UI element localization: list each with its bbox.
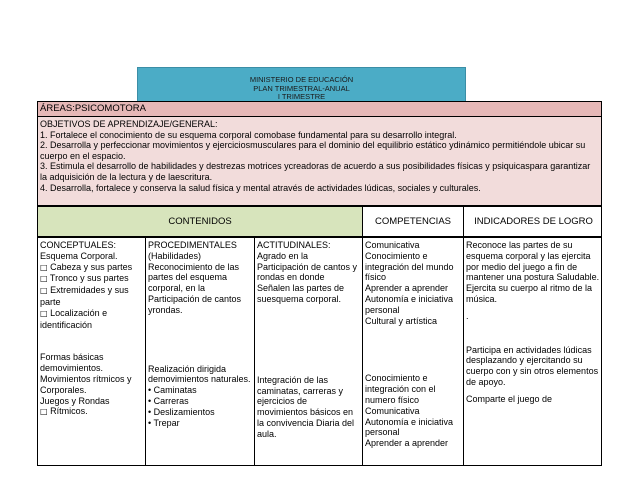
list-item: Realización dirigida demovimientos naturales. [148, 363, 251, 385]
list-item: (Habilidades) [148, 250, 202, 261]
list-item: Comunicativa [365, 405, 420, 416]
square-bullet-icon: □ [40, 308, 48, 318]
list-item: Comparte el juego de [466, 393, 553, 404]
list-item: Aprender a aprender [365, 438, 449, 449]
objective-item: 4. Desarrolla, fortalece y conserva la salud física y mental através de actividades lúdicas, sociales y culturales. [40, 182, 481, 193]
indicadores-header: INDICADORES DE LOGRO [474, 216, 593, 227]
list-item: Autonomía e iniciativa personal [365, 416, 454, 438]
list-item: Integración de las caminatas, carreras y ejercicios de movimientos básicos en la convivencia Diaria del aula. [257, 374, 355, 439]
list-item: Formas básicas demovimientos. [40, 352, 104, 374]
list-item: • Caminatas [148, 385, 197, 396]
list-item: • Deslizamientos [148, 406, 215, 417]
list-item: Conocimiento e integración del mundo físico [365, 250, 454, 283]
procedimentales-column [146, 238, 255, 465]
indicadores-column [464, 238, 603, 465]
trimester-title: I TRIMESTRE [277, 92, 326, 101]
objectives-title: OBJETIVOS DE APRENDIZAJE/GENERAL: [40, 119, 218, 129]
list-item: Conocimiento e integración con el numero físico [365, 373, 436, 405]
plan-title: PLAN TRIMESTRAL-ANUAL [253, 83, 350, 93]
procedimentales-title: PROCEDIMENTALES [148, 240, 237, 250]
list-item: . [466, 310, 469, 321]
objective-item: 1. Fortalece el conocimiento de su esquema corporal comobase fundamental para su desarrollo integral. [40, 129, 457, 140]
square-bullet-icon: □ [40, 274, 48, 284]
list-item: Autonomía e iniciativa personal [365, 293, 454, 315]
objective-item: 3. Estimula el desarrollo de habilidades y destrezas motrices ycreadoras de acuerdo a sus posibilidades físicas y psiquicaspara garantizar la adquisición de la lectura y de laescritura. [40, 161, 591, 182]
areas-row: ÁREAS:PSICOMOTORA [37, 101, 602, 117]
list-item: □ Extremidades y sus parte [40, 285, 129, 307]
actitudinales-column [255, 238, 363, 465]
ministry-title: MINISTERIO DE EDUCACIÓN [249, 75, 354, 84]
list-item: Agrado en la Participación de cantos y rondas en donde Señalen las partes de suesquema corporal. [257, 250, 358, 304]
list-item: Comunicativa [365, 240, 420, 250]
competencias-header: COMPETENCIAS [363, 207, 464, 236]
actitudinales-title: ACTITUDINALES: [257, 240, 331, 250]
list-item: Participa en actividades lúdicas desplazando y ejercitando su cuerpo con y sin otros elementos de apoyo. [466, 344, 599, 387]
competencias-column [363, 238, 464, 465]
objective-item: 2. Desarrolla y perfeccionar movimientos y ejerciciosmusculares para el dominio del equilibrio estático ydinámico permitiéndole ubicar su cuerpo en el espacio. [40, 140, 586, 161]
list-item: □ Rítmicos. [40, 406, 88, 417]
list-item: Movimientos rítmicos y [40, 373, 132, 384]
list-item: Cultural y artística [365, 315, 438, 326]
list-item: Reconoce las partes de su esquema corporal y las ejercita por medio del juego a fin de mantener una postura Saludable. [466, 240, 600, 283]
list-item: □ Localización e identificación [40, 307, 108, 330]
list-item: • Carreras [148, 395, 189, 406]
list-item: □ Cabeza y sus partes [40, 261, 133, 272]
list-item: Corporales. [40, 384, 87, 395]
square-bullet-icon: □ [40, 286, 48, 296]
list-item: • Trepar [148, 417, 180, 428]
list-item: Reconocimiento de las partes del esquema corporal, en la Participación de cantos yrondas. [148, 261, 242, 315]
list-item: Juegos y Rondas [40, 395, 110, 406]
conceptuales-title: CONCEPTUALES: [40, 240, 117, 250]
conceptuales-column [38, 238, 146, 465]
header-row [37, 206, 602, 237]
square-bullet-icon: □ [40, 407, 48, 417]
objectives-row [37, 116, 602, 206]
content-row [37, 237, 602, 466]
square-bullet-icon: □ [40, 262, 48, 272]
contenidos-header: CONTENIDOS [38, 207, 363, 236]
title-banner [137, 67, 466, 102]
list-item: Ejercita su cuerpo al ritmo de la música. [466, 283, 593, 304]
list-item: □ Tronco y sus partes [40, 273, 129, 284]
list-item: Aprender a aprender [365, 283, 449, 294]
list-item: Esquema Corporal. [40, 250, 118, 261]
